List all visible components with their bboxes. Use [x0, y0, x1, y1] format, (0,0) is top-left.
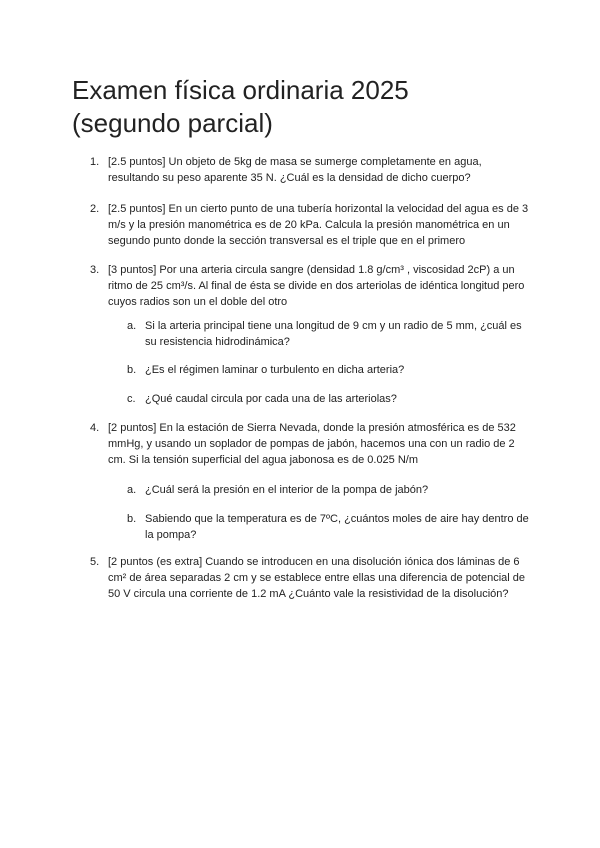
subquestion-text: Si la arteria principal tiene una longitud de 9 cm y un radio de 5 mm, ¿cuál es su resistencia hidrodinámica? [145, 320, 522, 348]
question-1 [90, 154, 530, 186]
subquestion-3c [127, 391, 530, 407]
question-5 [90, 554, 530, 602]
question-number: 2. [90, 203, 100, 215]
subquestion-letter: c. [127, 393, 136, 405]
question-text: [2 puntos] En la estación de Sierra Nevada, donde la presión atmosférica es de 532 mmHg, y usando un soplador de pompas de jabón, hacemos una con un radio de 2 cm. Si la tensión superficial del agua jabonosa es de 0.025 N/m [108, 422, 516, 466]
subquestion-text: ¿Qué caudal circula por cada una de las arteriolas? [145, 393, 397, 405]
question-4 [90, 420, 530, 468]
title-line-2: (segundo parcial) [72, 108, 273, 138]
subquestion-letter: a. [127, 484, 137, 496]
subquestion-text: ¿Es el régimen laminar o turbulento en dicha arteria? [145, 364, 405, 376]
question-text: [2 puntos (es extra] Cuando se introducen en una disolución iónica dos láminas de 6 cm² de área separadas 2 cm y se establece entre ellas una diferencia de potencial de 50 V circula una corriente de 1.2 mA ¿Cuánto vale la resistividad de la disolución? [108, 556, 526, 600]
subquestion-letter: a. [127, 320, 137, 332]
subquestion-letter: b. [127, 364, 137, 376]
subquestion-text: Sabiendo que la temperatura es de 7ºC, ¿cuántos moles de aire hay dentro de la pompa? [145, 513, 529, 541]
question-number: 4. [90, 422, 100, 434]
question-text: [2.5 puntos] En un cierto punto de una tubería horizontal la velocidad del agua es de 3 m/s y la presión manométrica es de 20 kPa. Calcula la presión manométrica en un segundo punto donde la sección transversal es el triple que en el primero [108, 203, 529, 247]
question-number: 5. [90, 556, 100, 568]
subquestion-4a [127, 482, 530, 498]
subquestion-letter: b. [127, 513, 137, 525]
question-text: [3 puntos] Por una arteria circula sangre (densidad 1.8 g/cm³ , viscosidad 2cP) a un ritmo de 25 cm³/s. Al final de ésta se divide en dos arteriolas de idéntica longitud pero cuyos radios son un el doble del otro [108, 264, 525, 308]
question-text: [2.5 puntos] Un objeto de 5kg de masa se sumerge completamente en agua, resultando su peso aparente 35 N. ¿Cuál es la densidad de dicho cuerpo? [108, 156, 482, 184]
question-3 [90, 262, 530, 310]
page-title [72, 74, 409, 140]
question-number: 3. [90, 264, 100, 276]
subquestion-3b [127, 362, 530, 378]
title-line-1: Examen física ordinaria 2025 [72, 75, 409, 105]
question-2 [90, 201, 530, 249]
subquestion-4b [127, 511, 530, 543]
subquestion-3a [127, 318, 530, 350]
question-number: 1. [90, 156, 100, 168]
subquestion-text: ¿Cuál será la presión en el interior de la pompa de jabón? [145, 484, 429, 496]
